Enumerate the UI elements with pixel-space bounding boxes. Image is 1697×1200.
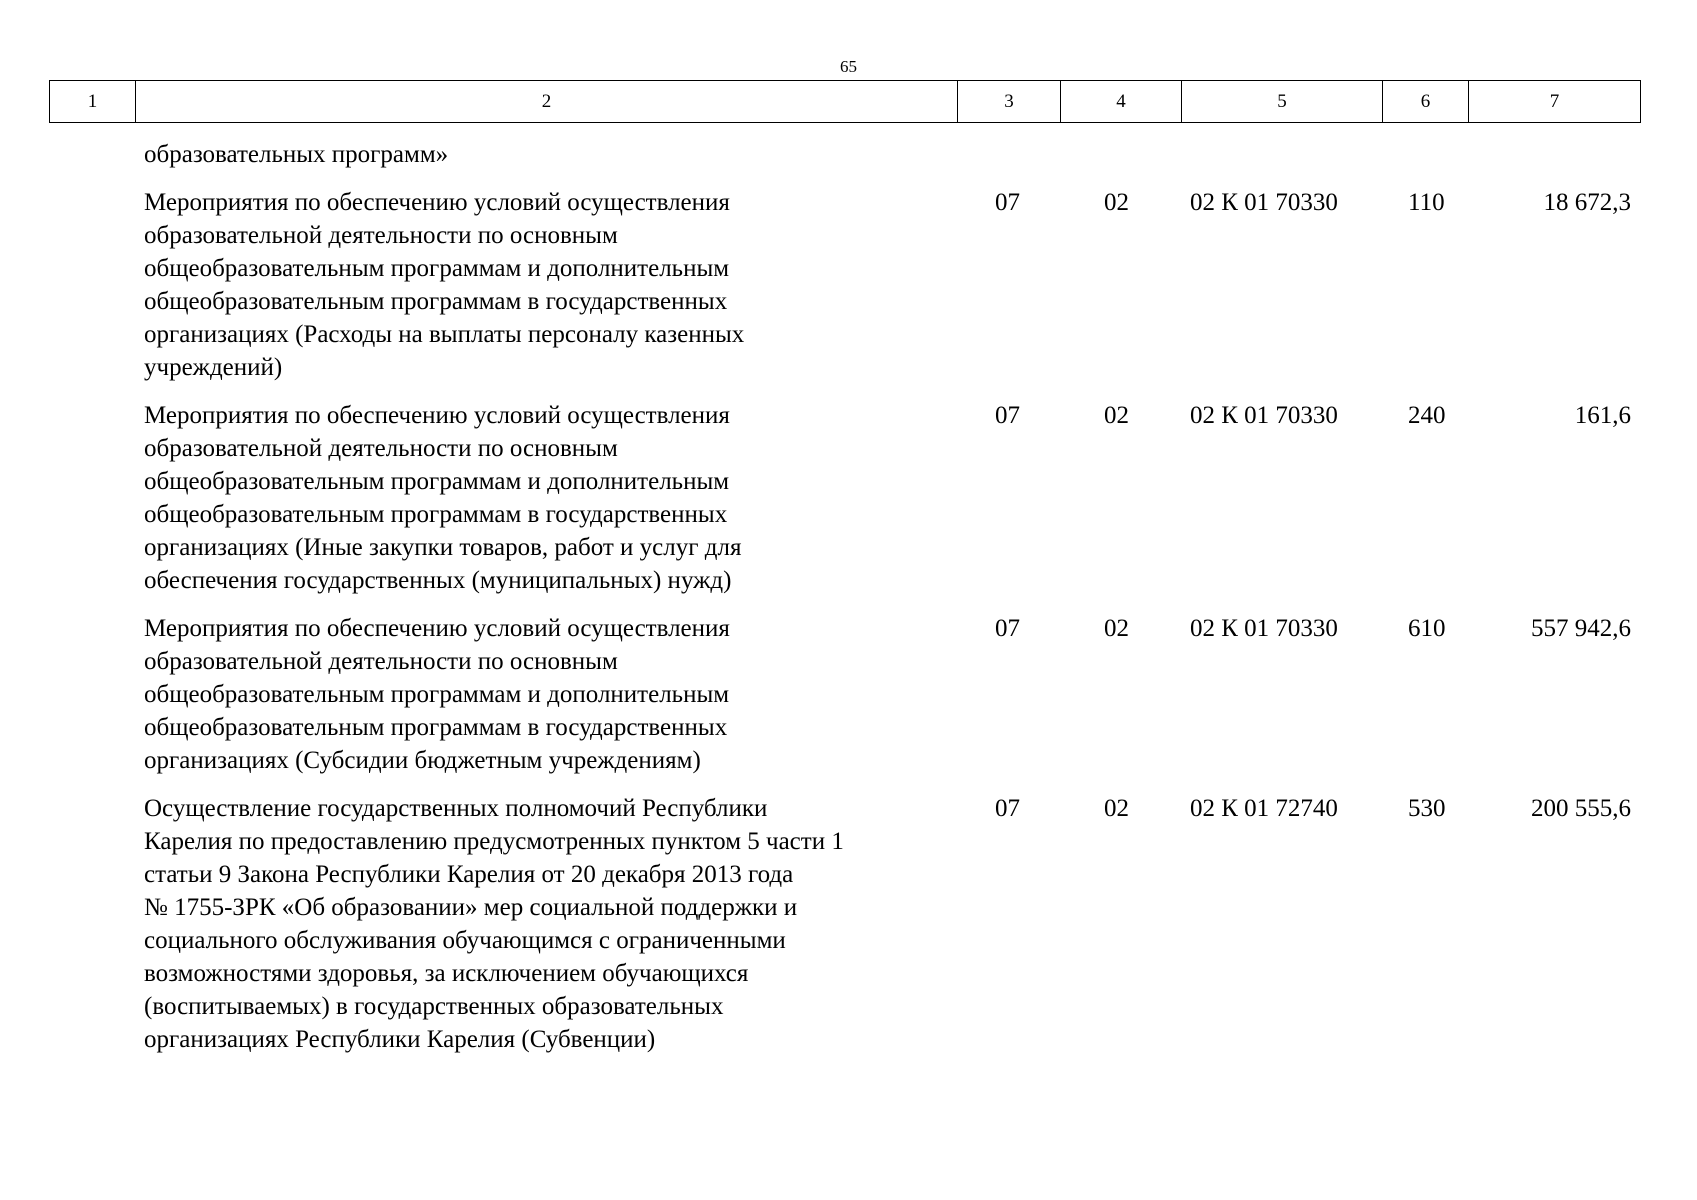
row-section: 07 bbox=[995, 795, 1020, 822]
row-section: 07 bbox=[995, 402, 1020, 429]
row-subsection: 02 bbox=[1104, 402, 1129, 429]
row-expense-type: 610 bbox=[1408, 615, 1446, 642]
row-target-article: 02 К 01 70330 bbox=[1190, 402, 1338, 429]
row-amount: 557 942,6 bbox=[1531, 615, 1631, 642]
row-description: Мероприятия по обеспечению условий осуществления образовательной деятельности по основным общеобразовательным программам и дополнительным общеобразовательным программам в государственных организациях (Субсидии бюджетным учреждениям) bbox=[144, 615, 730, 774]
row-target-article: 02 К 01 70330 bbox=[1190, 189, 1338, 216]
row-target-article: 02 К 01 70330 bbox=[1190, 615, 1338, 642]
row-target-article: 02 К 01 72740 bbox=[1190, 795, 1338, 822]
row-amount: 18 672,3 bbox=[1543, 189, 1631, 216]
row-amount: 200 555,6 bbox=[1531, 795, 1631, 822]
row-description: Мероприятия по обеспечению условий осуществления образовательной деятельности по основным общеобразовательным программам и дополнительным общеобразовательным программам в государственных организациях (Иные закупки товаров, работ и услуг для обеспечения государственных (муниципальных) нужд) bbox=[144, 402, 742, 594]
row-description: Мероприятия по обеспечению условий осуществления образовательной деятельности по основным общеобразовательным программам и дополнительным общеобразовательным программам в государственных организациях (Расходы на выплаты персоналу казенных учреждений) bbox=[144, 189, 745, 381]
row-description: Осуществление государственных полномочий Республики Карелия по предоставлению предусмотренных пунктом 5 части 1 статьи 9 Закона Республики Карелия от 20 декабря 2013 года № 1755-ЗРК «Об образовании» мер социальной поддержки и социального обслуживания обучающимся с ограниченными возможностями здоровья, за исключением обучающихся (воспитываемых) в государственных образовательных организациях Республики Карелия (Субвенции) bbox=[144, 795, 844, 1053]
continuation-row bbox=[0, 138, 1697, 186]
header-cell-3: 3 bbox=[958, 81, 1061, 122]
table-row bbox=[0, 399, 1697, 612]
table-row bbox=[0, 612, 1697, 792]
table-body bbox=[0, 138, 1697, 1062]
row-section: 07 bbox=[995, 615, 1020, 642]
continuation-text: образовательных программ» bbox=[144, 141, 449, 168]
header-cell-4: 4 bbox=[1061, 81, 1182, 122]
table-row bbox=[0, 792, 1697, 1062]
row-expense-type: 110 bbox=[1408, 189, 1445, 216]
header-cell-5: 5 bbox=[1182, 81, 1383, 122]
row-subsection: 02 bbox=[1104, 189, 1129, 216]
row-expense-type: 530 bbox=[1408, 795, 1446, 822]
header-cell-2: 2 bbox=[136, 81, 958, 122]
table-header-row bbox=[49, 80, 1641, 123]
row-subsection: 02 bbox=[1104, 615, 1129, 642]
header-cell-6: 6 bbox=[1383, 81, 1469, 122]
page-number: 65 bbox=[840, 57, 857, 76]
row-subsection: 02 bbox=[1104, 795, 1129, 822]
row-amount: 161,6 bbox=[1574, 402, 1631, 429]
header-cell-7: 7 bbox=[1549, 90, 1560, 112]
row-expense-type: 240 bbox=[1408, 402, 1446, 429]
table-row bbox=[0, 186, 1697, 399]
row-section: 07 bbox=[995, 189, 1020, 216]
header-cell-1: 1 bbox=[50, 81, 136, 122]
